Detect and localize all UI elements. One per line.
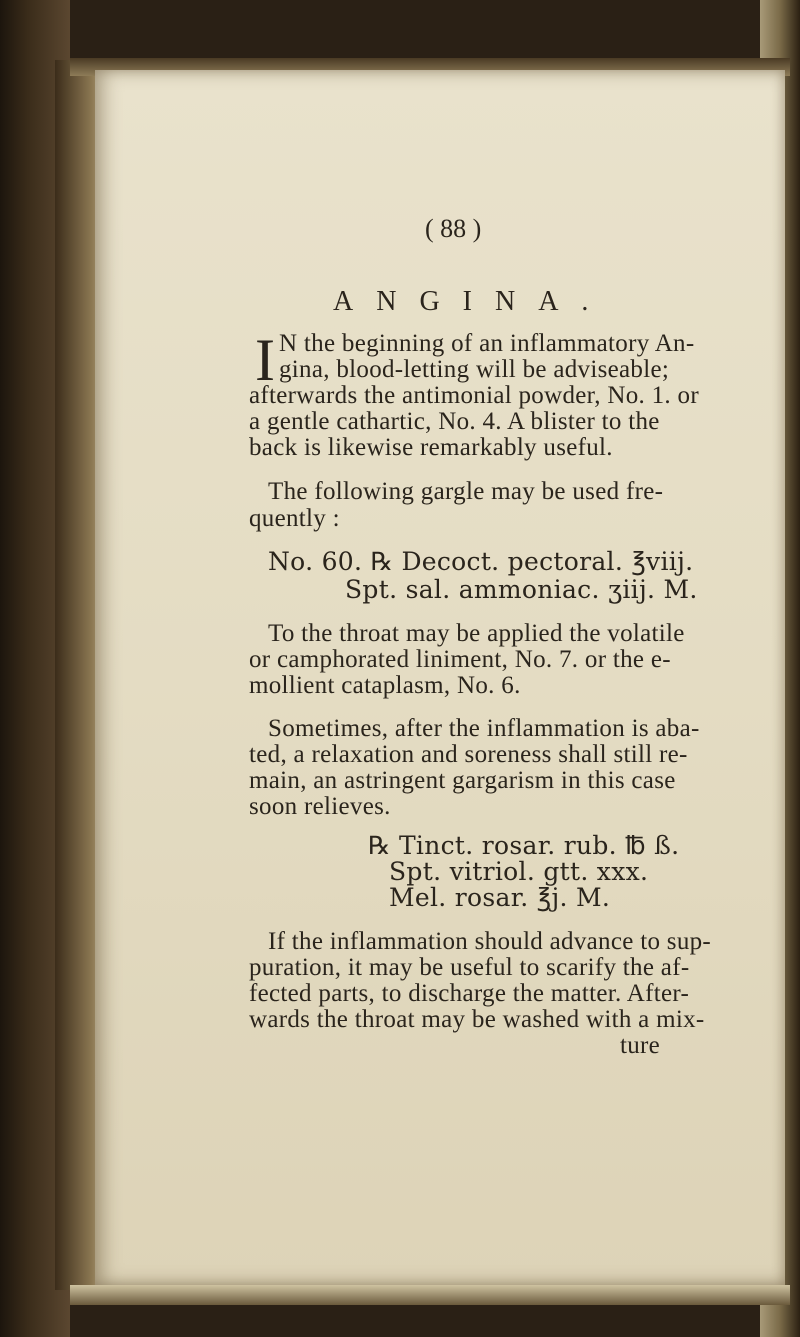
prescription-line: Mel. rosar. ℥j. M.: [389, 883, 611, 912]
text-line: The following gargle may be used fre-: [268, 478, 664, 505]
text-line: To the throat may be applied the volatile: [268, 620, 685, 647]
page-number: ( 88 ): [425, 214, 482, 243]
text-line: soon relieves.: [249, 793, 391, 820]
text-line: Sometimes, after the inflammation is aba-: [268, 715, 700, 742]
drop-cap: I: [255, 327, 275, 393]
text-line: main, an astringent gargarism in this case: [249, 767, 676, 794]
prescription-line: Spt. sal. ammoniac. ʒiij. M.: [345, 575, 698, 604]
text-line: N the beginning of an inflammatory An-: [279, 330, 695, 357]
text-line: quently :: [249, 505, 340, 532]
page-title: ANGINA.: [333, 286, 612, 317]
text-line: mollient cataplasm, No. 6.: [249, 672, 521, 699]
text-line: fected parts, to discharge the matter. After-: [249, 980, 690, 1007]
text-line: ted, a relaxation and soreness shall still re-: [249, 741, 688, 768]
text-line: gina, blood-letting will be adviseable;: [279, 356, 670, 383]
book-bottom-edge: [70, 1285, 790, 1305]
text-line: If the inflammation should advance to sup-: [268, 928, 712, 955]
catchword: ture: [620, 1032, 661, 1059]
prescription-line: ℞ Tinct. rosar. rub. ℔ ß.: [368, 831, 680, 860]
prescription-line: No. 60. ℞ Decoct. pectoral. ℥viij.: [268, 547, 694, 576]
text-line: wards the throat may be washed with a mix-: [249, 1006, 705, 1033]
text-line: puration, it may be useful to scarify the af-: [249, 954, 690, 981]
text-line: or camphorated liniment, No. 7. or the e-: [249, 646, 671, 673]
text-line: a gentle cathartic, No. 4. A blister to the: [249, 408, 660, 435]
prescription-line: Spt. vitriol. gtt. xxx.: [389, 857, 649, 886]
text-line: back is likewise remarkably useful.: [249, 434, 613, 461]
text-line: afterwards the antimonial powder, No. 1. or: [249, 382, 699, 409]
